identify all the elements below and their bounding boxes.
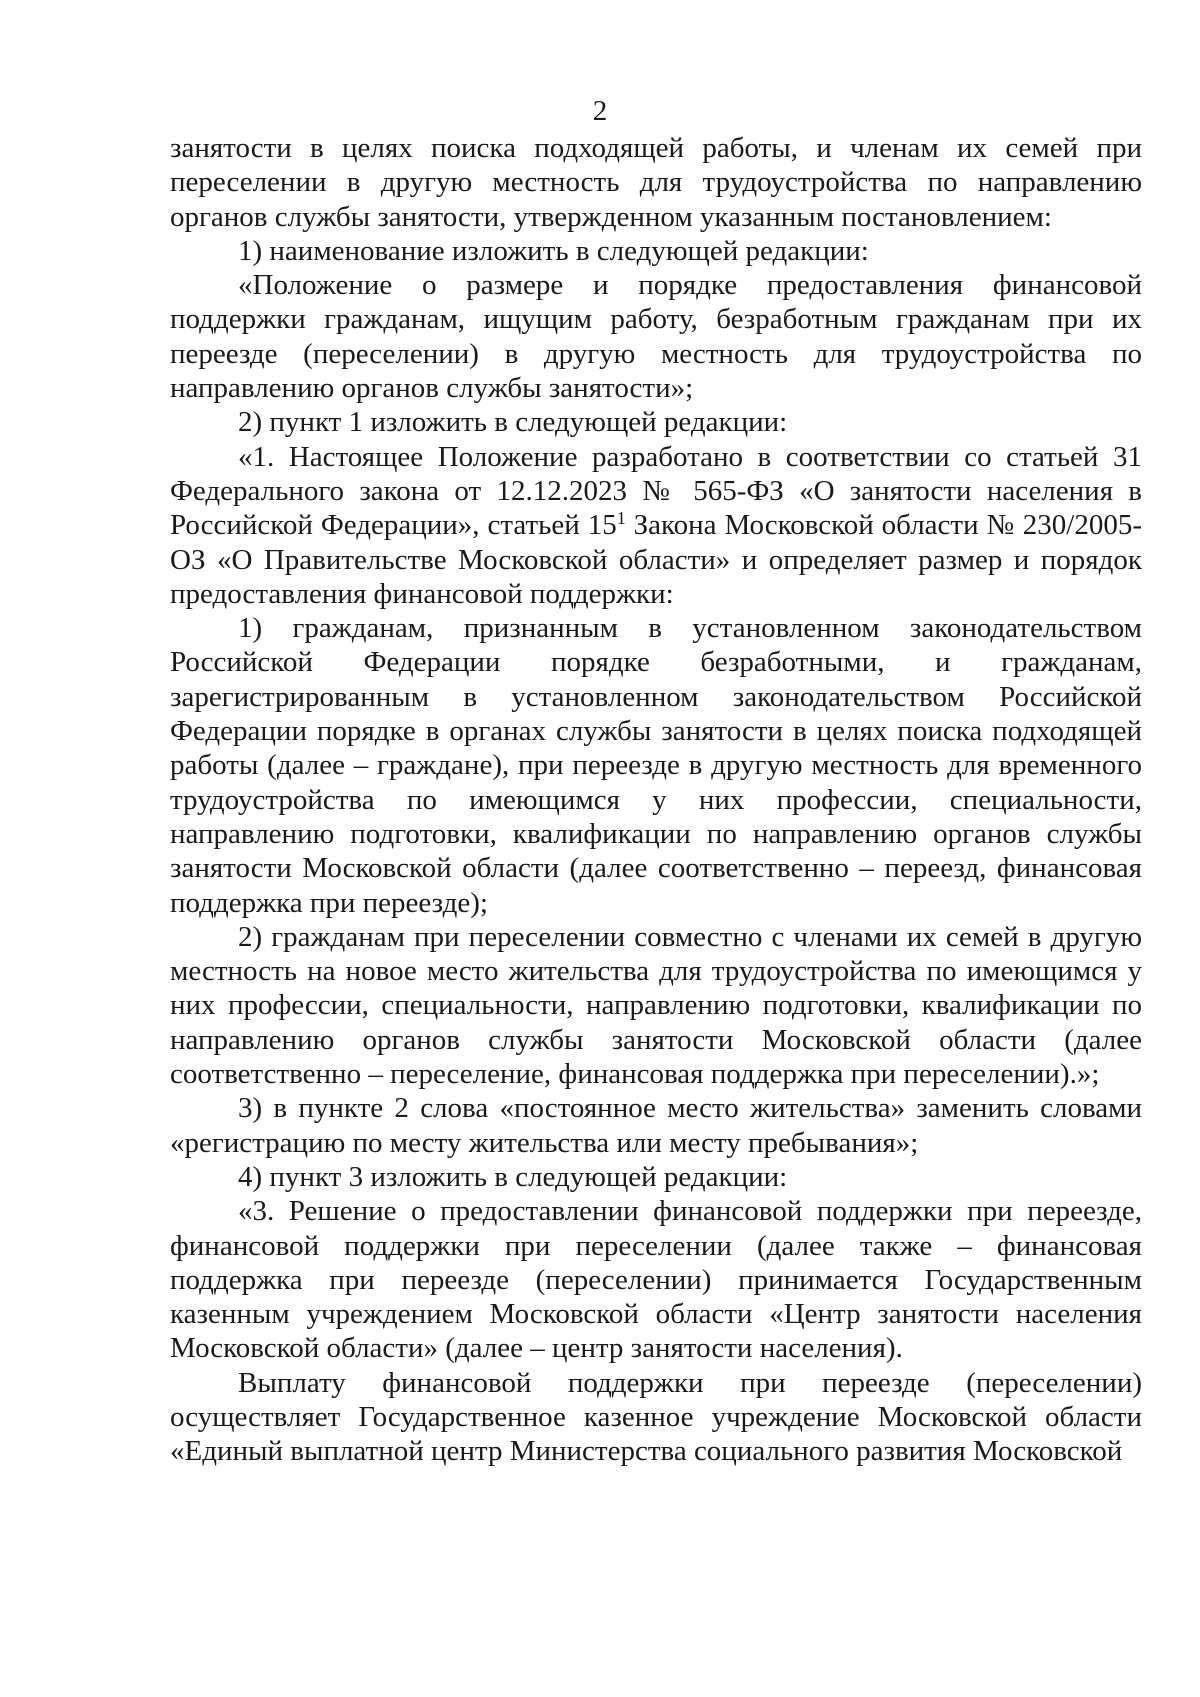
paragraph-item-3: 3) в пункте 2 слова «постоянное место жительства» заменить словами «регистрацию по месту жительства или месту пребывания»; (170, 1092, 1142, 1159)
paragraph-payment: Выплату финансовой поддержки при переезде (переселении) осуществляет Государственное казенное учреждение Московской области «Единый выплатной центр Министерства социального развития Московской (170, 1366, 1142, 1468)
paragraph-point-1 (170, 440, 1142, 611)
paragraph-item-2: 2) пункт 1 изложить в следующей редакции: (238, 406, 788, 439)
paragraph-new-title: «Положение о размере и порядке предоставления финансовой поддержки гражданам, ищущим работу, безработным гражданам при их переезде (переселении) в другую местность для трудоустройства по направлению органов службы занятости»; (170, 269, 1142, 405)
page-number: 2 (592, 95, 608, 127)
paragraph-subitem-2: 2) гражданам при переселении совместно с членами их семей в другую местность на новое место жительства для трудоустройства по имеющимся у них профессии, специальности, направлению подготовки, квалификации по направлению органов службы занятости Московской области (далее соответственно – переселение, финансовая поддержка при переселении).»; (170, 920, 1142, 1091)
paragraph-item-1: 1) наименование изложить в следующей редакции: (238, 234, 869, 267)
paragraph-continuation: занятости в целях поиска подходящей работы, и членам их семей при переселении в другую местность для трудоустройства по направлению органов службы занятости, утвержденном указанным постановлением: (170, 132, 1142, 233)
document-body (170, 131, 1142, 1469)
point-1-text-after: Закона Московской области № 230/2005-ОЗ «О Правительстве Московской области» и определяет размер и порядок предоставления финансовой поддержки: (170, 509, 1142, 610)
superscript-article-index: 1 (616, 508, 626, 529)
paragraph-subitem-1: 1) гражданам, признанным в установленном законодательством Российской Федерации порядке безработными, и гражданам, зарегистрированным в установленном законодательством Российской Федерации порядке в органах службы занятости в целях поиска подходящей работы (далее – граждане), при переезде в другую местность для временного трудоустройства по имеющимся у них профессии, специальности, направлению подготовки, квалификации по направлению органов службы занятости Московской области (далее соответственно – переезд, финансовая поддержка при переезде); (170, 612, 1142, 919)
paragraph-item-4: 4) пункт 3 изложить в следующей редакции: (238, 1160, 788, 1193)
point-1-text-before: «1. Настоящее Положение разработано в соответствии со статьей 31 Федерального закона от 12.12.2023 № 565-ФЗ «О занятости населения в Российской Федерации», статьей 15 (170, 440, 1142, 542)
paragraph-point-3: «3. Решение о предоставлении финансовой поддержки при переезде, финансовой поддержки при переселении (далее также – финансовая поддержка при переезде (переселении) принимается Государственным казенным учреждением Московской области «Центр занятости населения Московской области» (далее – центр занятости населения). (170, 1195, 1142, 1365)
